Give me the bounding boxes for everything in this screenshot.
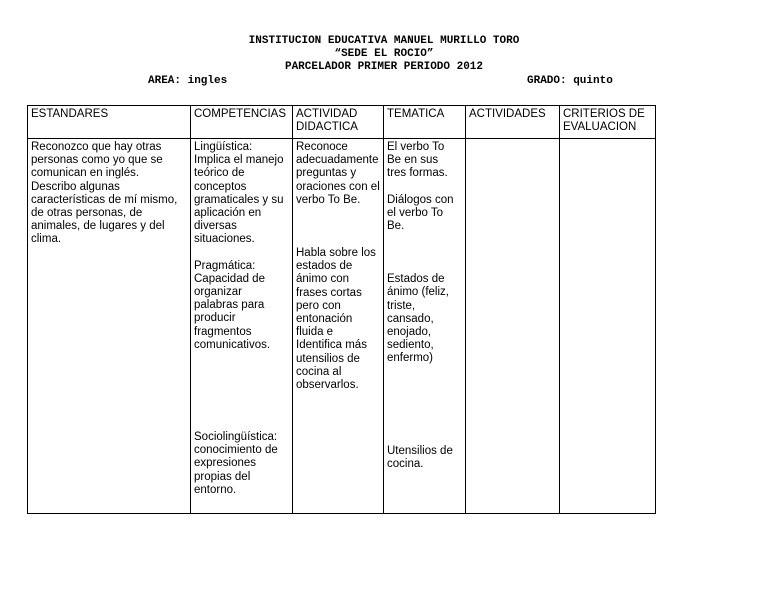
- col-header-criterios: CRITERIOS DE EVALUACION: [560, 106, 656, 139]
- col-header-actividad-didactica: ACTIVIDAD DIDACTICA: [293, 106, 384, 139]
- header-row: [28, 106, 656, 139]
- cell-actividad-didactica: [293, 139, 384, 514]
- plan-table: [27, 105, 656, 514]
- estandares-text: Reconozco que hay otras personas como yo que se comunican en inglés. Describo algunas características de mí mismo, de otras personas, de animales, de lugares y del clima.: [31, 141, 178, 246]
- tematica-1: El verbo To Be en sus tres formas.: [387, 141, 448, 180]
- cell-actividades: [466, 139, 560, 514]
- table-row: [28, 139, 656, 514]
- document-title: PARCELADOR PRIMER PERIODO 2012: [284, 61, 484, 73]
- tematica-4: Utensilios de cocina.: [387, 444, 453, 470]
- cell-criterios: [560, 139, 656, 514]
- cell-competencias: [191, 139, 293, 514]
- tematica-3: Estados de ánimo (feliz, triste, cansado, enojado, sediento, enfermo): [387, 273, 449, 365]
- competencia-sociolinguistica: Sociolingüística: conocimiento de expresiones propias del entorno.: [194, 431, 278, 496]
- col-header-actividades: ACTIVIDADES: [466, 106, 560, 139]
- cell-tematica: [384, 139, 466, 514]
- competencia-linguistica: Lingüística: Implica el manejo teórico de conceptos gramaticales y su aplicación en diversas situaciones.: [194, 141, 284, 246]
- area-label: AREA: ingles: [148, 75, 228, 87]
- col-header-competencias: COMPETENCIAS: [191, 106, 293, 139]
- actividad-1: Reconoce adecuadamente preguntas y oraciones con el verbo To Be.: [296, 141, 380, 206]
- grade-label: GRADO: quinto: [527, 75, 613, 87]
- cell-estandares: [28, 139, 191, 514]
- school-name: INSTITUCION EDUCATIVA MANUEL MURILLO TORO: [248, 35, 520, 47]
- tematica-2: Diálogos con el verbo To Be.: [387, 193, 454, 233]
- competencia-pragmatica: Pragmática: Capacidad de organizar palabras para producir fragmentos comunicativos.: [194, 259, 271, 351]
- actividad-2: Habla sobre los estados de ánimo con frases cortas pero con entonación fluida e Identifica más utensilios de cocina al observarlos.: [296, 247, 376, 392]
- col-header-tematica: TEMATICA: [384, 106, 466, 139]
- col-header-estandares: ESTANDARES: [28, 106, 191, 139]
- school-site: “SEDE EL ROCIO”: [334, 48, 434, 60]
